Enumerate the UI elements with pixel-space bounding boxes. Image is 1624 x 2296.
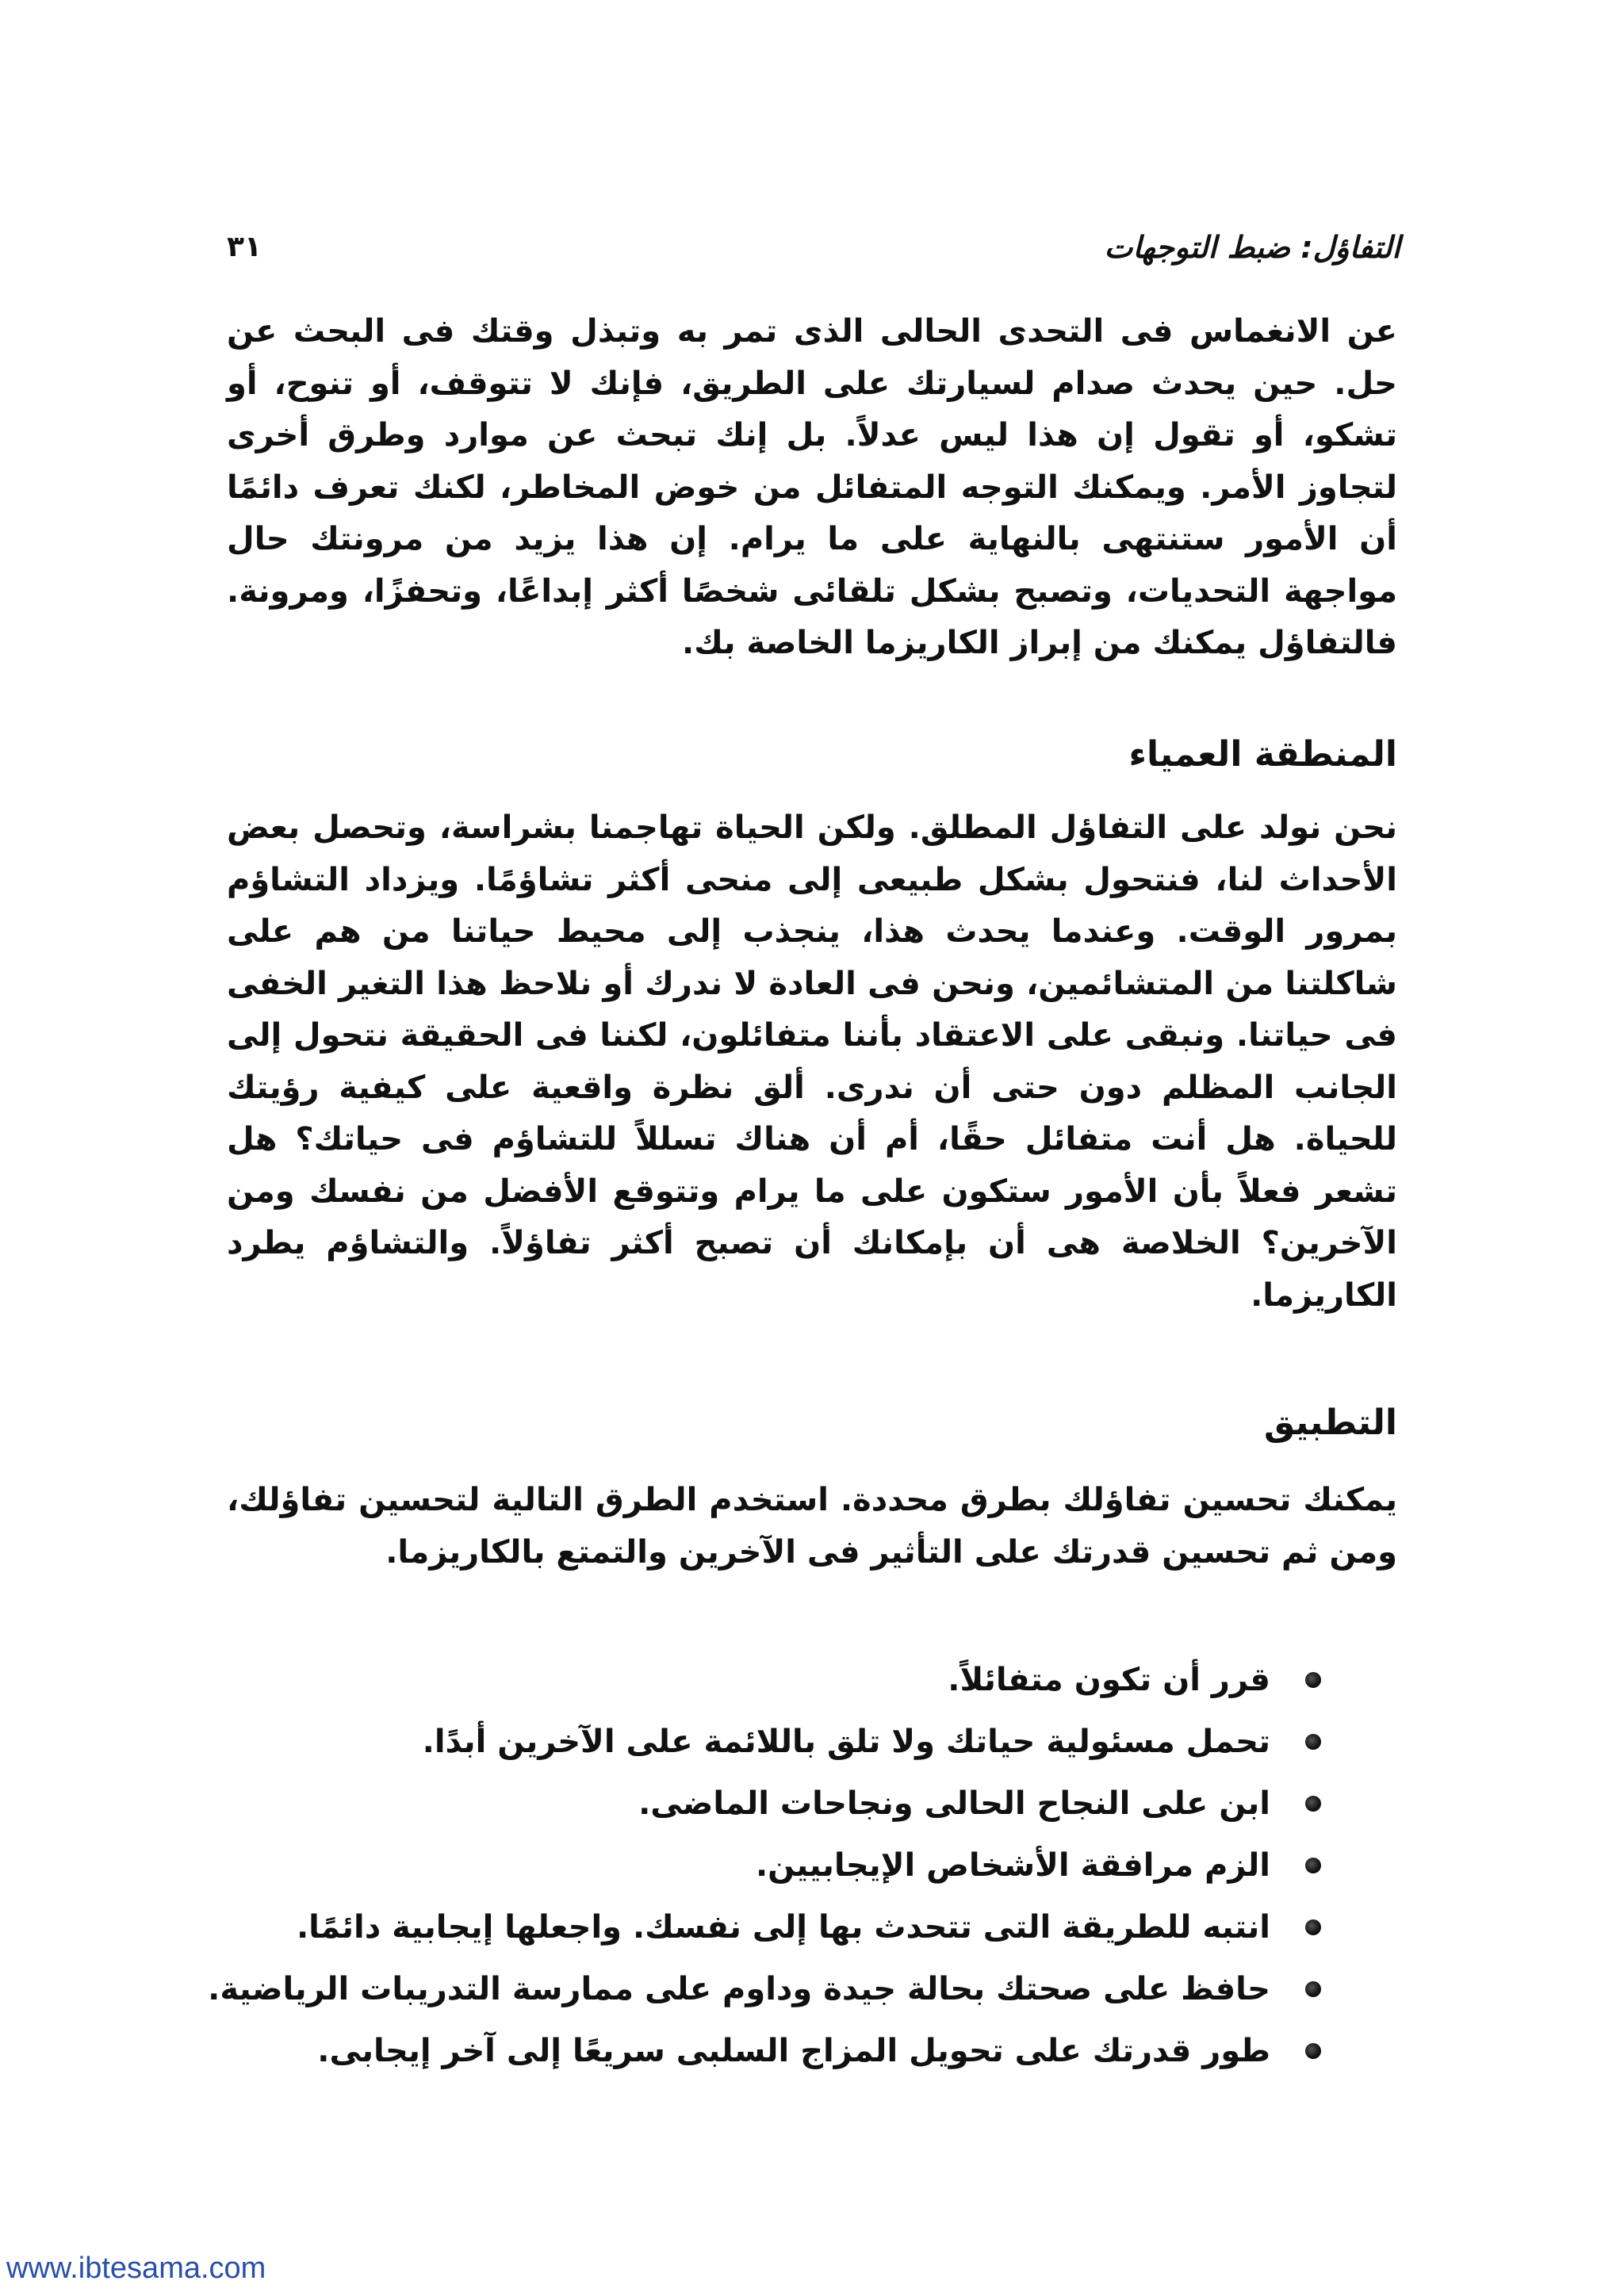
chapter-title: التفاؤل: ضبط التوجهات bbox=[1104, 230, 1400, 265]
page-number: ٣١ bbox=[227, 231, 262, 263]
bullet-icon bbox=[1305, 2043, 1321, 2059]
bullet-icon bbox=[1305, 1858, 1321, 1873]
tips-list bbox=[208, 1649, 1321, 2082]
list-item bbox=[227, 1649, 1321, 1711]
list-item-text: ابن على النجاح الحالى ونجاحات الماضى. bbox=[638, 1785, 1270, 1822]
section-heading-application: التطبيق bbox=[1263, 1402, 1397, 1443]
bullet-icon bbox=[1305, 1919, 1321, 1935]
list-item bbox=[227, 1896, 1321, 1958]
section-heading-blind-spot: المنطقة العمياء bbox=[1128, 734, 1397, 775]
list-item-text: طور قدرتك على تحويل المزاج السلبى سريعًا إلى آخر إيجابى. bbox=[317, 2033, 1270, 2069]
list-item-text: تحمل مسئولية حياتك ولا تلق باللائمة على الآخرين أبدًا. bbox=[422, 1724, 1270, 1760]
list-item bbox=[227, 2020, 1321, 2082]
list-item-text: قرر أن تكون متفائلاً. bbox=[948, 1662, 1270, 1698]
bullet-icon bbox=[1305, 1672, 1321, 1688]
running-header bbox=[227, 224, 1400, 271]
intro-paragraph: عن الانغماس فى التحدى الحالى الذى تمر به وتبذل وقتك فى البحث عن حل. حين يحدث صدام لسيارتك على الطريق، فإنك لا تتوقف، أو تنوح، أو تشكو، أو تقول إن هذا ليس عدلاً. بل إنك تبحث عن موارد وطرق أخرى لتجاوز الأمر. ويمكنك التوجه المتفائل من خوض المخاطر، لكنك تعرف دائمًا أن الأمور ستنتهى بالنهاية على ما يرام. إن هذا يزيد من مرونتك حال مواجهة التحديات، وتصبح بشكل تلقائى شخصًا أكثر إبداعًا، وتحفزًا، ومرونة. فالتفاؤل يمكنك من إبراز الكاريزما الخاصة بك. bbox=[227, 313, 1397, 661]
bullet-icon bbox=[1305, 1734, 1321, 1750]
list-item bbox=[208, 1958, 1321, 2020]
list-item-text: انتبه للطريقة التى تتحدث بها إلى نفسك. واجعلها إيجابية دائمًا. bbox=[296, 1909, 1270, 1946]
list-item-text: حافظ على صحتك بحالة جيدة وداوم على ممارسة التدريبات الرياضية. bbox=[208, 1971, 1270, 2007]
application-paragraph: يمكنك تحسين تفاؤلك بطرق محددة. استخدم الطرق التالية لتحسين تفاؤلك، ومن ثم تحسين قدرتك على التأثير فى الآخرين والتمتع بالكاريزما. bbox=[227, 1482, 1397, 1571]
bullet-icon bbox=[1305, 1796, 1321, 1812]
list-item bbox=[227, 1835, 1321, 1896]
list-item bbox=[227, 1711, 1321, 1773]
list-item bbox=[227, 1773, 1321, 1835]
blind-spot-paragraph: نحن نولد على التفاؤل المطلق. ولكن الحياة تهاجمنا بشراسة، وتحصل بعض الأحداث لنا، فنتحول بشكل طبيعى إلى منحى أكثر تشاؤمًا. ويزداد التشاؤم بمرور الوقت. وعندما يحدث هذا، ينجذب إلى محيط حياتنا من هم على شاكلتنا من المتشائمين، ونحن فى العادة لا ندرك أو نلاحظ هذا التغير الخفى فى حياتنا. ونبقى على الاعتقاد بأننا متفائلون، لكننا فى الحقيقة نتحول إلى الجانب المظلم دون حتى أن ندرى. ألق نظرة واقعية على كيفية رؤيتك للحياة. هل أنت متفائل حقًا، أم أن هناك تسللاً للتشاؤم فى حياتك؟ هل تشعر فعلاً بأن الأمور ستكون على ما يرام وتتوقع الأفضل من نفسك ومن الآخرين؟ الخلاصة هى أن بإمكانك أن تصبح أكثر تفاؤلاً. والتشاؤم يطرد الكاريزما. bbox=[227, 809, 1397, 1314]
site-watermark: www.ibtesama.com bbox=[6, 2252, 266, 2285]
bullet-icon bbox=[1305, 1981, 1321, 1997]
list-item-text: الزم مرافقة الأشخاص الإيجابيين. bbox=[755, 1847, 1270, 1884]
